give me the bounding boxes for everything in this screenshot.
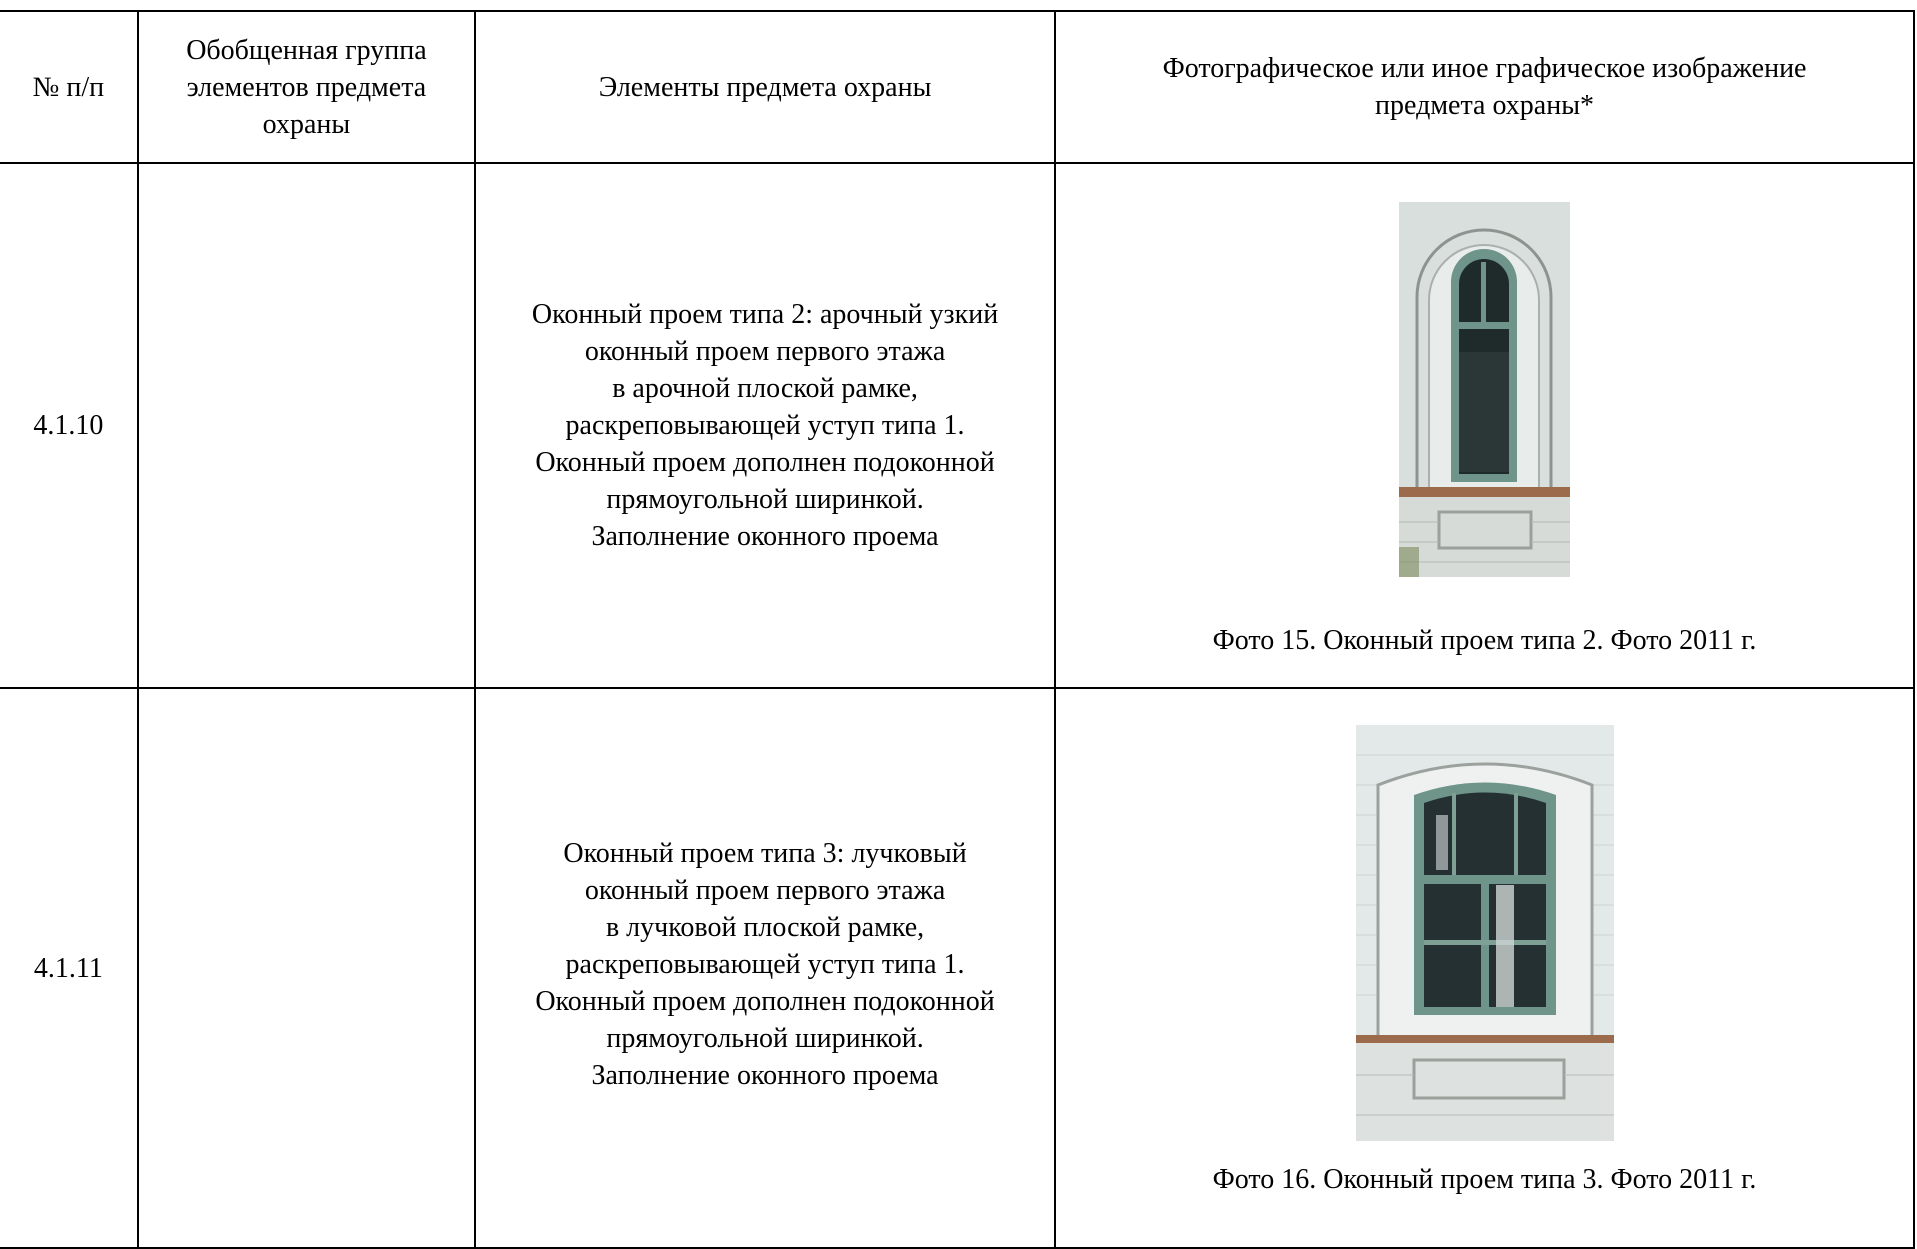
header-image: Фотографическое или иное графическое изображение предмета охраны* bbox=[1055, 11, 1914, 163]
element-line: в арочной плоской рамке, bbox=[612, 373, 918, 404]
element-line: прямоугольной ширинкой. bbox=[606, 484, 924, 515]
table-header-row bbox=[0, 11, 1914, 163]
element-line: прямоугольной ширинкой. bbox=[606, 1023, 924, 1054]
element-line: Оконный проем типа 3: лучковый bbox=[563, 838, 967, 869]
row-group bbox=[138, 688, 475, 1248]
segmental-window-photo bbox=[1356, 725, 1614, 1141]
row-elements bbox=[475, 163, 1055, 688]
row-number: 4.1.11 bbox=[0, 688, 138, 1248]
protection-table bbox=[0, 10, 1915, 1249]
element-line: Оконный проем дополнен подоконной bbox=[535, 986, 995, 1017]
row-number: 4.1.10 bbox=[0, 163, 138, 688]
row-photo-cell bbox=[1055, 163, 1914, 688]
header-number: № п/п bbox=[0, 11, 138, 163]
element-line: оконный проем первого этажа bbox=[584, 336, 946, 367]
photo-caption: Фото 15. Оконный проем типа 2. Фото 2011 г. bbox=[1212, 625, 1757, 656]
header-group: Обобщенная группа элементов предмета охраны bbox=[138, 11, 475, 163]
element-line: Оконный проем дополнен подоконной bbox=[535, 447, 995, 478]
row-elements bbox=[475, 688, 1055, 1248]
arched-window-photo bbox=[1399, 202, 1570, 577]
element-line: Заполнение оконного проема bbox=[591, 1060, 939, 1091]
table-row bbox=[0, 688, 1914, 1248]
row-group bbox=[138, 163, 475, 688]
table-row bbox=[0, 163, 1914, 688]
element-line: в лучковой плоской рамке, bbox=[605, 912, 925, 943]
photo-caption: Фото 16. Оконный проем типа 3. Фото 2011 г. bbox=[1212, 1164, 1757, 1195]
element-line: оконный проем первого этажа bbox=[584, 875, 946, 906]
element-line: раскреповывающей уступ типа 1. bbox=[565, 949, 965, 980]
row-photo-cell bbox=[1055, 688, 1914, 1248]
element-line: Заполнение оконного проема bbox=[591, 521, 939, 552]
header-elements: Элементы предмета охраны bbox=[475, 11, 1055, 163]
element-line: раскреповывающей уступ типа 1. bbox=[565, 410, 965, 441]
element-line: Оконный проем типа 2: арочный узкий bbox=[531, 299, 999, 330]
